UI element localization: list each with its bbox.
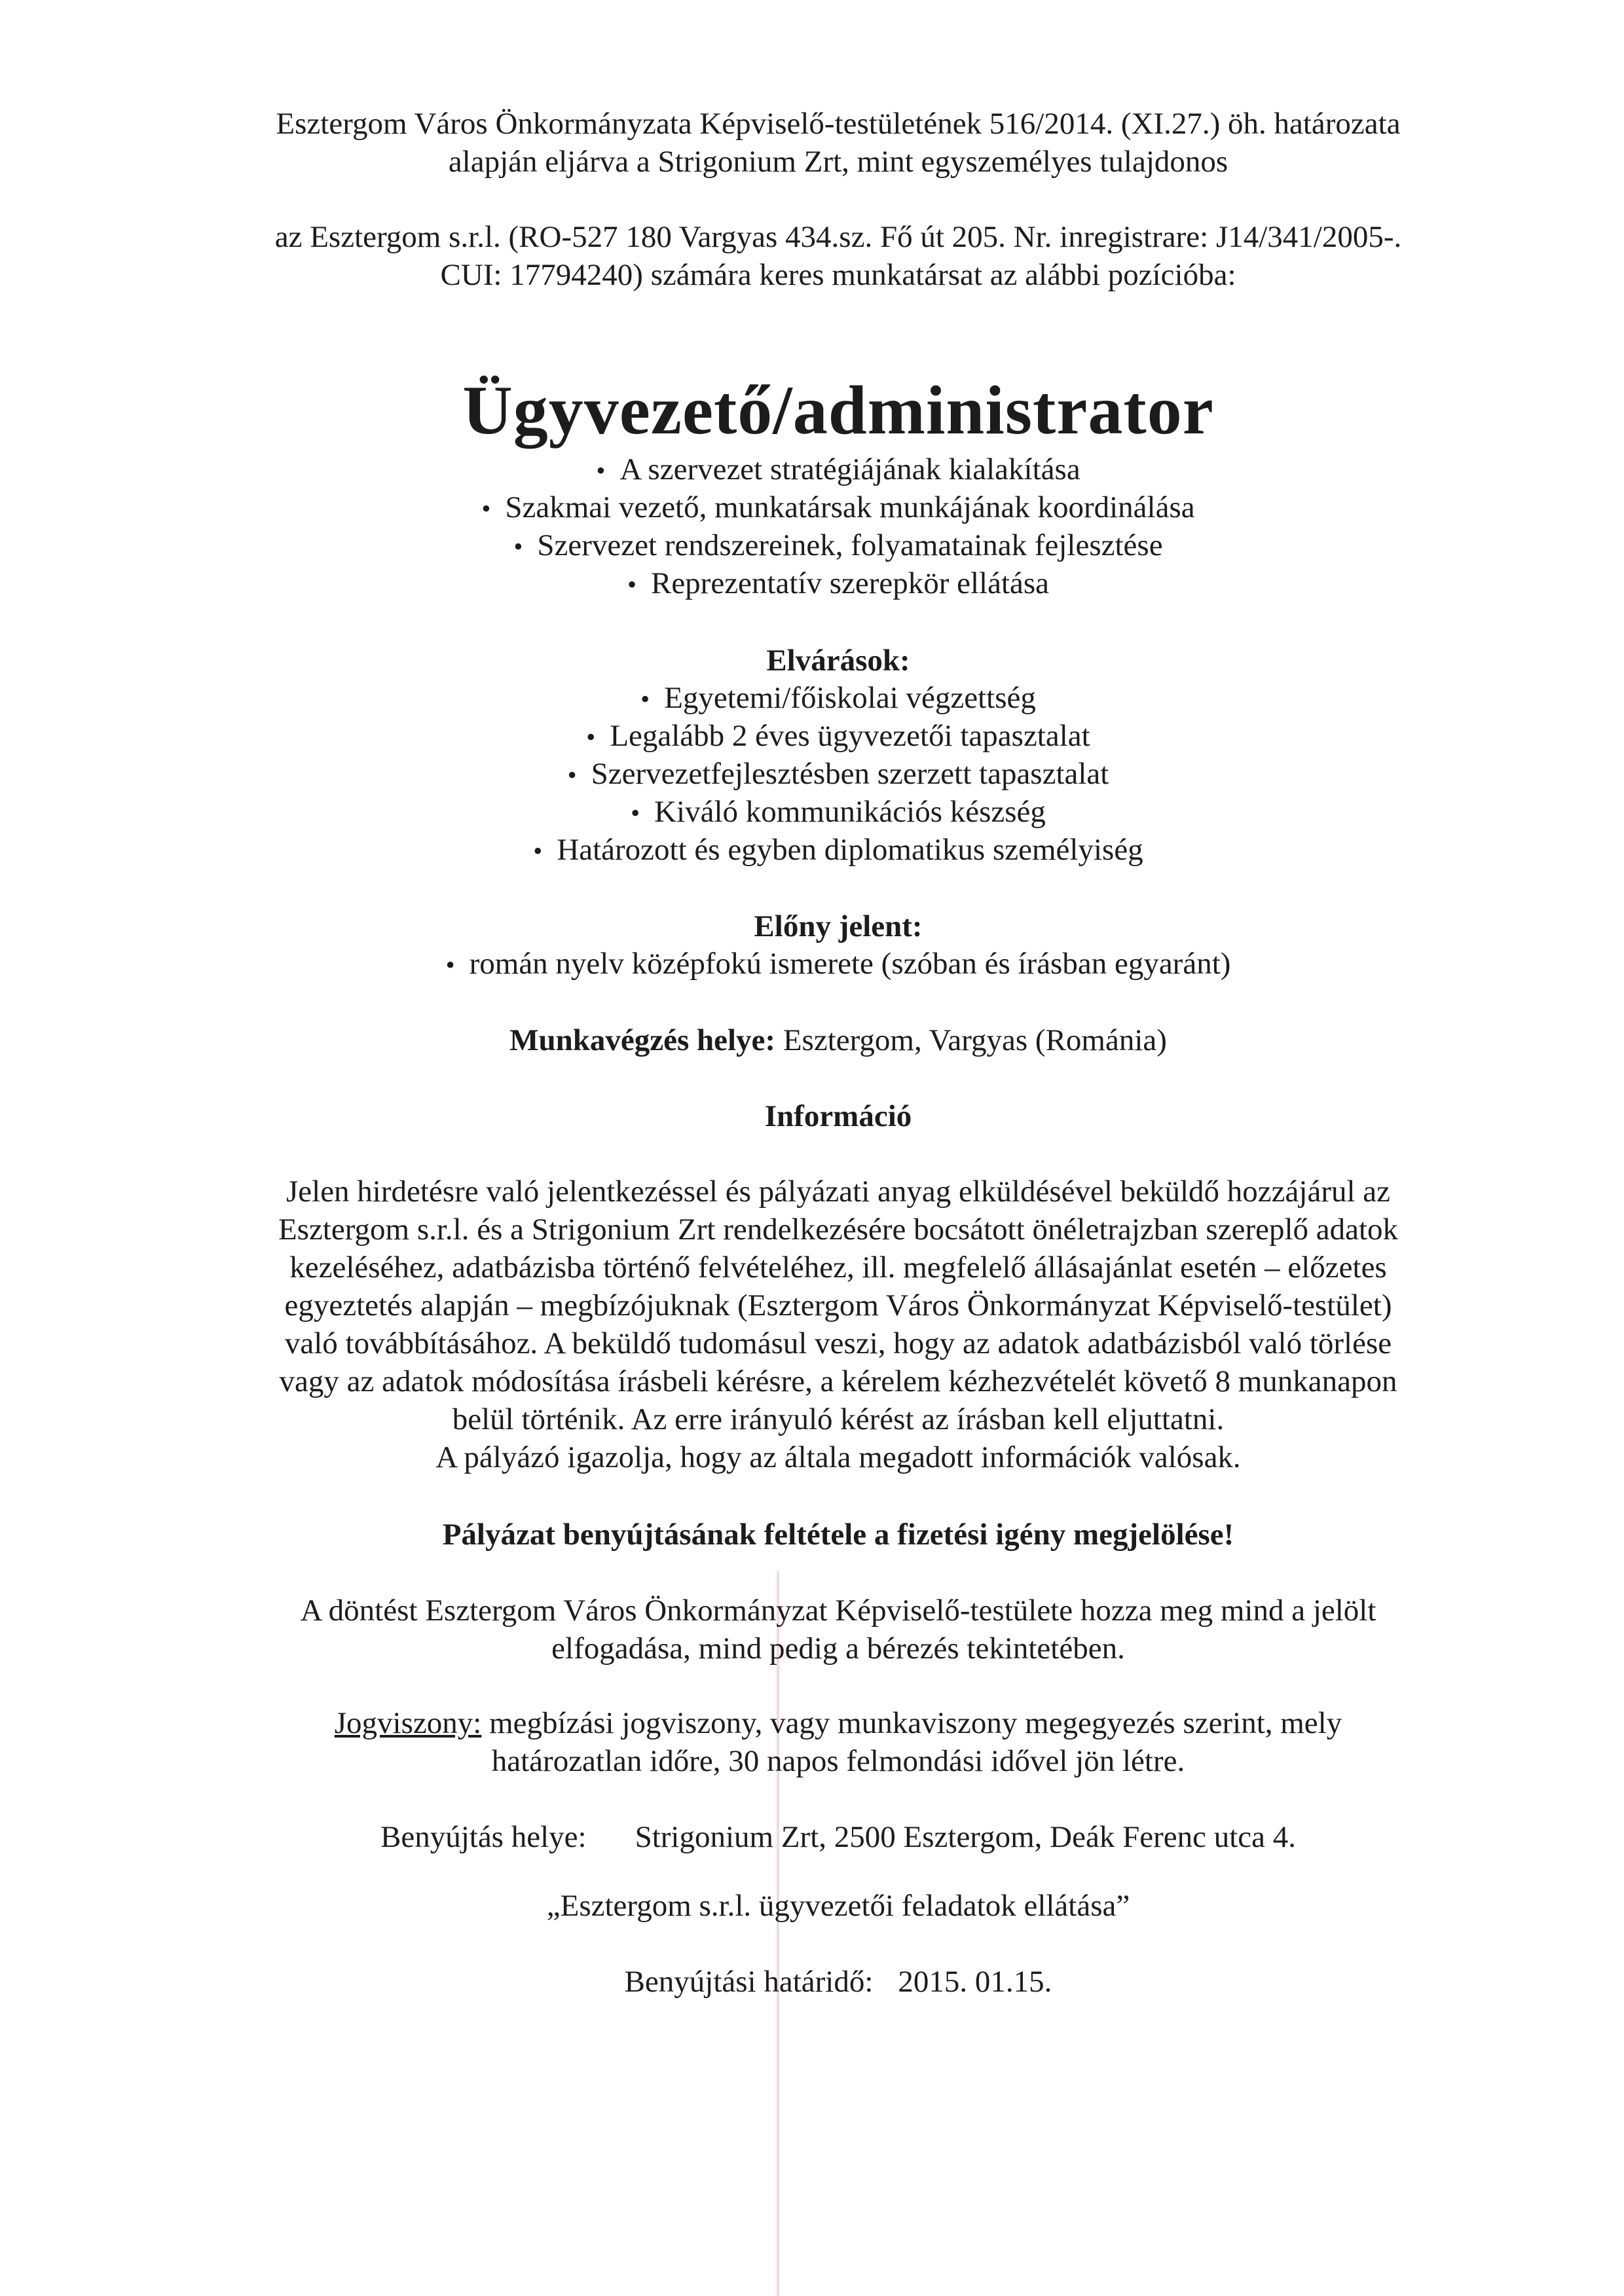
deadline-value: 2015. 01.15. [898,1965,1052,1999]
list-item: • román nyelv középfokú ismerete (szóban és írásban egyaránt) [223,945,1454,983]
info-line: belül történik. Az erre irányuló kérést az írásban kell eljuttatni. [452,1402,1225,1436]
decision-paragraph [223,1592,1454,1667]
submission-row [223,1818,1454,1856]
list-item: • Legalább 2 éves ügyvezetői tapasztalat [223,718,1454,756]
info-line: kezeléséhez, adatbázisba történő felvételéhez, ill. megfelelő állásajánlat esetén – előzetes [289,1250,1387,1285]
advantage-heading: Előny jelent: [754,909,923,943]
intro-line-1: Esztergom Város Önkormányzata Képviselő-testületének 516/2014. (XI.27.) öh. határozata [276,107,1401,141]
submission-label: Benyújtás helye: [380,1820,587,1854]
intro-block-1 [223,105,1454,181]
bullet-icon: • [481,494,491,523]
legal-label: Jogviszony: [334,1706,482,1740]
list-item: • Határozott és egyben diplomatikus személyiség [223,831,1454,869]
deadline-label: Benyújtási határidő: [624,1965,874,1999]
bullet-icon: • [640,684,650,714]
list-item: • Reprezentatív szerepkör ellátása [223,565,1454,603]
list-item: • Szervezet rendszereinek, folyamatainak fejlesztése [223,527,1454,565]
list-item: • Egyetemi/főiskolai végzettség [223,680,1454,718]
bullet-icon: • [445,950,455,979]
position-title: Ügyvezető/administrator [462,372,1214,448]
requirements-heading: Elvárások: [766,644,910,678]
work-place-label: Munkavégzés helye: [509,1023,776,1057]
bullet-icon: • [586,722,596,752]
document-body [223,105,1454,2032]
info-line: egyeztetés alapján – megbízójuknak (Esztergom Város Önkormányzat Képviselő-testület) [284,1288,1392,1322]
intro-line-3: az Esztergom s.r.l. (RO-527 180 Vargyas 434.sz. Fő út 205. Nr. inregistrare: J14/341/2005-. [274,220,1402,254]
info-line: Jelen hirdetésre való jelentkezéssel és pályázati anyag elküldésével beküldő hozzájárul az [286,1175,1390,1209]
submission-subject: „Esztergom s.r.l. ügyvezetői feladatok ellátása” [546,1889,1130,1923]
submission-block [223,1818,1454,1925]
legal-text-1: megbízási jogviszony, vagy munkaviszony megegyezés szerint, mely [481,1706,1342,1740]
list-item: • A szervezet stratégiájának kialakítása [223,451,1454,489]
info-heading: Információ [764,1099,912,1133]
info-paragraph [223,1173,1454,1476]
decision-line: A döntést Esztergom Város Önkormányzat Képviselő-testülete hozza meg mind a jelölt [300,1594,1376,1628]
legal-line-1 [223,1704,1454,1742]
application-condition: Pályázat benyújtásának feltétele a fizetési igény megjelölése! [442,1518,1234,1552]
bullet-icon: • [513,532,523,561]
info-line: vagy az adatok módosítása írásbeli kérésre, a kérelem kézhezvételét követő 8 munkanapon [279,1364,1397,1398]
work-place-value: Esztergom, Vargyas (Románia) [783,1023,1167,1057]
list-item: • Kiváló kommunikációs készség [223,793,1454,831]
bullet-icon: • [631,798,640,828]
intro-block-2 [223,218,1454,294]
decision-line: elfogadása, mind pedig a bérezés tekintetében. [551,1631,1125,1666]
info-line: Esztergom s.r.l. és a Strigonium Zrt rendelkezésére bocsátott önéletrajzban szereplő adatok [278,1212,1399,1247]
list-item: • Szakmai vezető, munkatársak munkájának koordinálása [223,489,1454,527]
legal-relationship [223,1704,1454,1780]
requirements-list [223,680,1454,869]
advantages-list [223,945,1454,983]
submission-address: Strigonium Zrt, 2500 Esztergom, Deák Ferenc utca 4. [635,1820,1296,1854]
legal-line-2: határozatlan időre, 30 napos felmondási idővel jön létre. [491,1744,1185,1778]
info-line: való továbbításához. A beküldő tudomásul veszi, hogy az adatok adatbázisból való törlése [284,1326,1392,1360]
info-line: A pályázó igazolja, hogy az általa megadott információk valósak. [435,1440,1241,1474]
bullet-icon: • [567,760,577,790]
intro-line-4: CUI: 17794240) számára keres munkatársat az alábbi pozícióba: [440,258,1236,292]
deadline-row [223,1963,1454,2001]
duties-list [223,451,1454,603]
bullet-icon: • [596,456,606,485]
intro-line-2: alapján eljárva a Strigonium Zrt, mint egyszemélyes tulajdonos [448,145,1228,179]
work-place [223,1021,1454,1059]
bullet-icon: • [627,570,637,599]
list-item: • Szervezetfejlesztésben szerzett tapasztalat [223,756,1454,793]
bullet-icon: • [533,836,543,866]
